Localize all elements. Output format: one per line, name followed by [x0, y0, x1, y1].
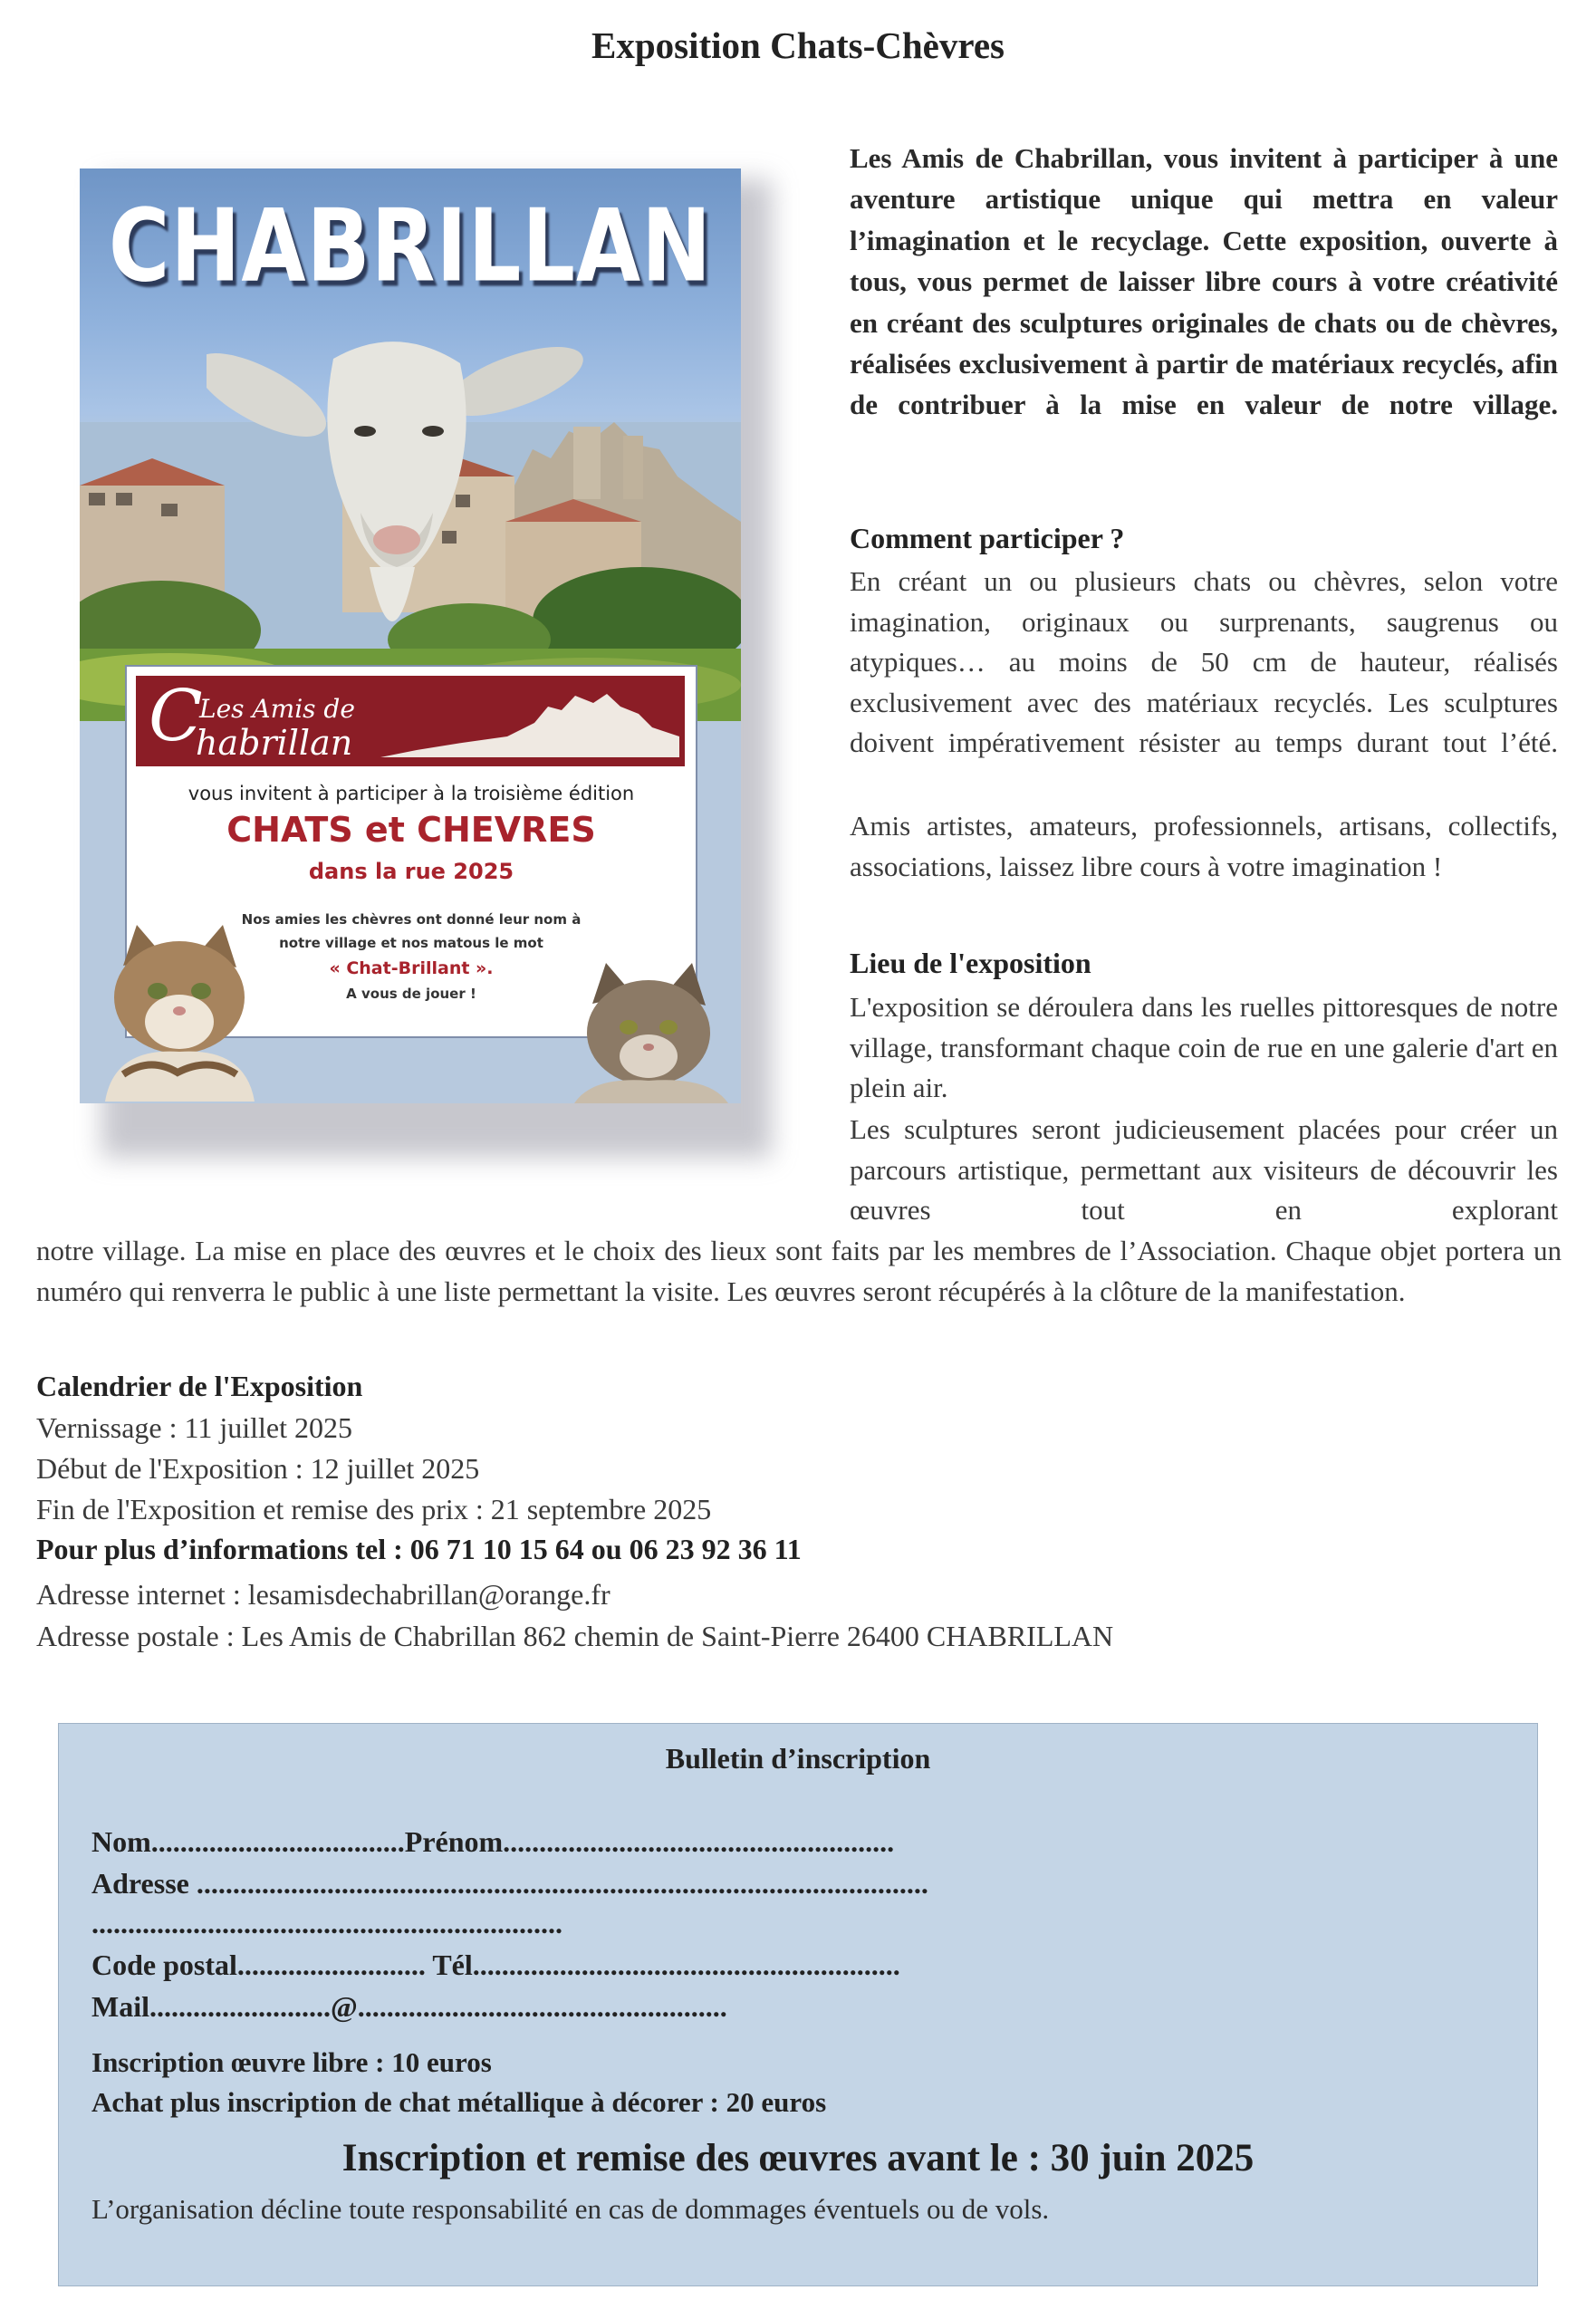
poster-event-name: CHATS et CHEVRES: [226, 810, 596, 850]
logo-initial: C: [149, 676, 203, 757]
goat-illustration: [207, 295, 587, 676]
association-banner: [136, 676, 685, 766]
contact-phone: Pour plus d’informations tel : 06 71 10 15 64 ou 06 23 92 36 11: [36, 1533, 802, 1565]
liability-disclaimer: L’organisation décline toute responsabilité en cas de dommages éventuels ou de vols.: [91, 2193, 1050, 2225]
poster-note-line-3: A vous de jouer !: [346, 986, 476, 1002]
poster-note-line-1: Nos amies les chèvres ont donné leur nom à: [241, 911, 582, 928]
participation-text: En créant un ou plusieurs chats ou chèvres, selon votre imagination, originaux ou surprenants, saugrenus ou atypiques… au moins de 50 cm de hauteur, réalisés exclusivement avec des matériaux recyclés. Les sculptures doivent impérativement résister au temps durant tout l’été.: [850, 565, 1558, 759]
poster-event-subtitle: dans la rue 2025: [308, 859, 514, 884]
participation-call-text: Amis artistes, amateurs, professionnels, artisans, collectifs, associations, laissez libre cours à votre imagination !: [850, 810, 1558, 882]
registration-deadline: Inscription et remise des œuvres avant le : 30 juin 2025: [341, 2137, 1255, 2179]
location-heading: Lieu de l'exposition: [850, 947, 1091, 979]
form-name-field: Nom...................................Prénom......................................................: [91, 1825, 895, 1858]
participation-heading: Comment participer ?: [850, 522, 1125, 554]
calendar-start: Début de l'Exposition : 12 juillet 2025: [36, 1452, 480, 1485]
form-mail-field: Mail.........................@...................................................: [91, 1990, 727, 2023]
form-title: Bulletin d’inscription: [665, 1742, 931, 1775]
contact-email: Adresse internet : lesamisdechabrillan@orange.fr: [36, 1578, 611, 1611]
form-postcode-phone-field: Code postal.......................... Tél...........................................................: [91, 1949, 900, 1981]
event-poster: [80, 168, 741, 1103]
poster-note-line-2: notre village et nos matous le mot: [279, 935, 543, 951]
fee-metal-cat: Achat plus inscription de chat métallique à décorer : 20 euros: [91, 2086, 827, 2118]
cat-left-illustration: [87, 920, 277, 1102]
location-text-2: Les sculptures seront judicieusement placées pour créer un parcours artistique, permettant aux visiteurs de découvrir les œuvres tout en explorant: [850, 1113, 1558, 1227]
location-text-3: notre village. La mise en place des œuvres et le choix des lieux sont faits par les membres de l’Association. Chaque objet portera un numéro qui renverra le public à une liste permettant la visite. Les œuvres seront récupérés à la clôture de la manifestation.: [36, 1235, 1562, 1307]
calendar-heading: Calendrier de l'Exposition: [36, 1370, 363, 1402]
poster-note-highlight: « Chat-Brillant ».: [329, 958, 494, 978]
poster-invite-text: vous invitent à participer à la troisième édition: [187, 783, 635, 804]
form-address-continued: .................................................................: [91, 1907, 562, 1939]
calendar-opening: Vernissage : 11 juillet 2025: [36, 1411, 352, 1444]
fee-free-entry: Inscription œuvre libre : 10 euros: [91, 2046, 492, 2078]
registration-form: [58, 1723, 1538, 2286]
logo-line-bottom: habrillan: [196, 723, 353, 763]
calendar-end: Fin de l'Exposition et remise des prix : 21 septembre 2025: [36, 1493, 712, 1525]
document-title: Exposition Chats-Chèvres: [591, 24, 1005, 66]
association-logo: [149, 676, 355, 763]
mountain-silhouette-icon: [380, 687, 679, 759]
form-address-field: Adresse .....................................................................................................: [91, 1867, 928, 1900]
contact-postal-address: Adresse postale : Les Amis de Chabrillan 862 chemin de Saint-Pierre 26400 CHABRILLAN: [36, 1620, 1114, 1652]
location-text-1: L'exposition se déroulera dans les ruelles pittoresques de notre village, transformant chaque coin de rue en une galerie d'art en plein air.: [850, 991, 1558, 1104]
cat-right-illustration: [565, 958, 737, 1103]
poster-town-name: CHABRILLAN: [108, 188, 713, 304]
logo-line-top: Les Amis de: [199, 694, 355, 724]
intro-paragraph: Les Amis de Chabrillan, vous invitent à participer à une aventure artistique unique qui mettra en valeur l’imagination et le recyclage. Cette exposition, ouverte à tous, vous permet de laisser libre cours à votre créativité en créant des sculptures originales de chats ou de chèvres, réalisées exclusivement à partir de matériaux recyclés, afin de contribuer à la mise en valeur de notre village.: [850, 142, 1558, 421]
